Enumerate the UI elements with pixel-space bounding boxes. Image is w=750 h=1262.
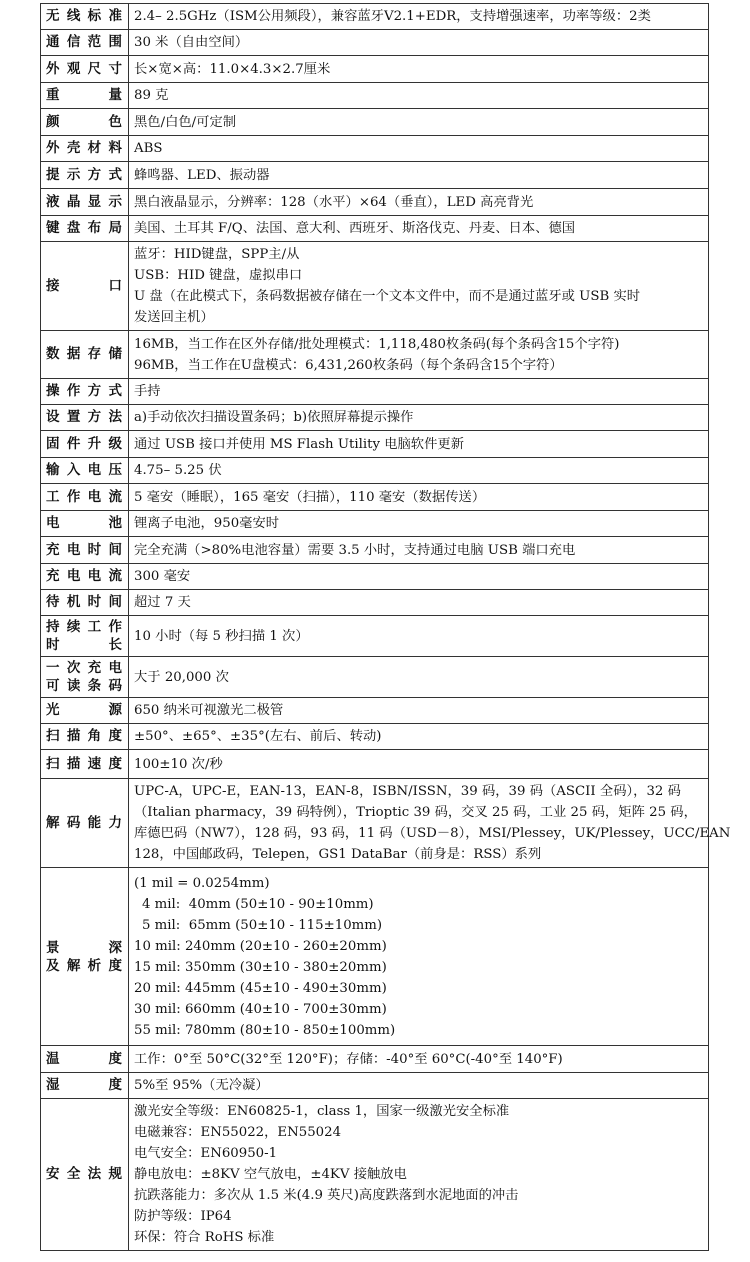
spec-label-line: 一次充电 (46, 660, 123, 676)
spec-value (129, 484, 709, 511)
spec-value (129, 779, 731, 868)
spec-value-line: 4 mil: 40mm (50±10 - 90±10mm) (142, 896, 374, 912)
spec-value-line: 5%至 95%（无冷凝） (134, 1078, 269, 1093)
spec-table (40, 3, 731, 1251)
spec-label: 液晶显示 (41, 189, 129, 216)
spec-row (41, 616, 709, 657)
spec-label-line: 可读条码 (46, 678, 123, 694)
spec-value (129, 379, 709, 405)
spec-label: 设置方法 (41, 405, 129, 431)
spec-row (41, 162, 709, 189)
spec-value (129, 868, 709, 1046)
spec-value-line: 长×宽×高：11.0×4.3×2.7厘米 (134, 61, 331, 77)
spec-value (129, 1073, 709, 1099)
spec-label: 湿 度 (41, 1073, 129, 1099)
spec-row (41, 431, 709, 458)
spec-label: 数据存储 (41, 331, 129, 379)
spec-row (41, 136, 709, 162)
spec-value-line: 黑白液晶显示，分辨率：128（水平）×64（垂直），LED 高亮背光 (134, 194, 534, 210)
spec-value (129, 109, 709, 136)
spec-row (41, 56, 709, 83)
spec-row (41, 242, 709, 331)
spec-value (129, 724, 709, 750)
spec-label (41, 657, 129, 698)
spec-label: 外壳材料 (41, 136, 129, 162)
spec-value (129, 30, 709, 56)
spec-value-line: 10 mil: 240mm (20±10 - 260±20mm) (134, 938, 387, 954)
spec-value (129, 458, 709, 484)
spec-row (41, 1046, 709, 1073)
spec-label: 颜 色 (41, 109, 129, 136)
spec-value (129, 750, 709, 779)
spec-label: 充电时间 (41, 537, 129, 564)
spec-value (129, 537, 709, 564)
spec-value-line: 激光安全等级：EN60825-1，class 1，国家一级激光安全标准 (134, 1104, 510, 1119)
spec-label (41, 868, 129, 1046)
spec-row (41, 30, 709, 56)
spec-value-line: 防护等级：IP64 (134, 1209, 232, 1224)
spec-row (41, 405, 709, 431)
spec-value-line: 抗跌落能力：多次从 1.5 米(4.9 英尺)高度跌落到水泥地面的冲击 (134, 1188, 519, 1203)
spec-value-line: 锂离子电池，950毫安时 (134, 516, 280, 531)
spec-label: 固件升级 (41, 431, 129, 458)
spec-value-line: 蓝牙：HID键盘，SPP主/从 (134, 247, 300, 262)
spec-value-line: (1 mil = 0.0254mm) (134, 875, 270, 891)
spec-label-line: 及解析度 (46, 957, 123, 974)
spec-row (41, 537, 709, 564)
spec-value-line: 10 小时（每 5 秒扫描 1 次） (134, 628, 309, 644)
spec-value-line: 30 mil: 660mm (40±10 - 700±30mm) (134, 1001, 387, 1017)
spec-label-line: 持续工作 (46, 619, 123, 635)
spec-value (129, 162, 709, 189)
spec-value-line: USB：HID 键盘，虚拟串口 (134, 268, 303, 283)
spec-value (129, 1099, 709, 1251)
spec-value (129, 431, 709, 458)
spec-row (41, 750, 709, 779)
spec-value (129, 657, 709, 698)
spec-row (41, 1073, 709, 1099)
spec-label: 重 量 (41, 83, 129, 109)
spec-value-line: 库德巴码（NW7），128 码，93 码，11 码（USD－8），MSI/Plessey，UK/Plessey，UCC/EAN (134, 826, 731, 841)
spec-row (41, 216, 709, 242)
spec-value-line: 16MB，当工作在区外存储/批处理模式：1,118,480枚条码(每个条码含15个字符) (134, 336, 620, 352)
spec-value-line: 发送回主机） (134, 310, 214, 325)
spec-value-line: U 盘（在此模式下，条码数据被存储在一个文本文件中，而不是通过蓝牙或 USB 实时 (134, 289, 641, 304)
spec-value-line: 128，中国邮政码，Telepen，GS1 DataBar（前身是：RSS）系列 (134, 847, 542, 862)
spec-value (129, 331, 709, 379)
spec-value-line: 20 mil: 445mm (45±10 - 490±30mm) (134, 980, 387, 996)
spec-row (41, 458, 709, 484)
spec-value-line: 通过 USB 接口并使用 MS Flash Utility 电脑软件更新 (134, 436, 464, 452)
spec-value-line: 美国、土耳其 F/Q、法国、意大利、西班牙、斯洛伐克、丹麦、日本、德国 (134, 221, 576, 236)
spec-row (41, 779, 709, 868)
spec-value-line: 环保：符合 RoHS 标准 (134, 1230, 275, 1245)
spec-value (129, 616, 709, 657)
spec-value (129, 590, 709, 616)
spec-value (129, 564, 709, 590)
spec-value-line: 手持 (134, 384, 161, 399)
spec-value (129, 216, 709, 242)
spec-value-line: 蜂鸣器、LED、振动器 (134, 167, 270, 183)
spec-row (41, 657, 709, 698)
spec-value (129, 83, 709, 109)
spec-label: 安全法规 (41, 1099, 129, 1251)
spec-row (41, 83, 709, 109)
spec-value (129, 189, 709, 216)
spec-value-line: 30 米（自由空间） (134, 35, 249, 50)
spec-label-line: 时 长 (46, 637, 123, 653)
spec-label: 外观尺寸 (41, 56, 129, 83)
spec-label: 通信范围 (41, 30, 129, 56)
spec-row (41, 4, 709, 30)
spec-row (41, 511, 709, 537)
spec-value (129, 698, 709, 724)
spec-value-line: 89 克 (134, 88, 169, 103)
spec-value-line: 电磁兼容：EN55022，EN55024 (134, 1125, 342, 1140)
spec-label (41, 616, 129, 657)
spec-label: 温 度 (41, 1046, 129, 1073)
spec-value-line: 55 mil: 780mm (80±10 - 850±100mm) (134, 1022, 396, 1038)
spec-label: 工作电流 (41, 484, 129, 511)
spec-label: 待机时间 (41, 590, 129, 616)
spec-value (129, 405, 709, 431)
spec-label: 操作方式 (41, 379, 129, 405)
spec-value-line: 4.75– 5.25 伏 (134, 463, 222, 478)
spec-label: 输入电压 (41, 458, 129, 484)
spec-label-line: 景 深 (46, 939, 123, 956)
spec-row (41, 1099, 709, 1251)
spec-value (129, 56, 709, 83)
spec-row (41, 724, 709, 750)
spec-value-line: 电气安全：EN60950-1 (134, 1146, 278, 1161)
spec-row (41, 564, 709, 590)
spec-label: 接 口 (41, 242, 129, 331)
spec-value-line: UPC-A，UPC-E，EAN-13，EAN-8，ISBN/ISSN，39 码，39 码（ASCII 全码），32 码 (134, 784, 681, 799)
spec-label: 扫描角度 (41, 724, 129, 750)
spec-value-line: 300 毫安 (134, 569, 191, 584)
spec-row (41, 189, 709, 216)
spec-value (129, 242, 709, 331)
spec-label: 电 池 (41, 511, 129, 537)
spec-value-line: ABS (134, 141, 163, 156)
spec-value-line: 5 毫安（睡眠），165 毫安（扫描），110 毫安（数据传送） (134, 489, 486, 505)
spec-table-body (41, 4, 731, 1251)
spec-label: 解码能力 (41, 779, 129, 868)
spec-label: 键盘布局 (41, 216, 129, 242)
spec-label: 提示方式 (41, 162, 129, 189)
spec-value-line: 工作：0°至 50°C(32°至 120°F)；存储：-40°至 60°C(-40°至 140°F) (134, 1051, 563, 1067)
spec-label: 扫描速度 (41, 750, 129, 779)
spec-value-line: 完全充满（>80%电池容量）需要 3.5 小时，支持通过电脑 USB 端口充电 (134, 542, 576, 558)
spec-row (41, 109, 709, 136)
spec-value-line: 650 纳米可视激光二极管 (134, 703, 284, 718)
spec-value-line: 超过 7 天 (134, 595, 191, 610)
spec-label: 光 源 (41, 698, 129, 724)
spec-value-line: （Italian pharmacy，39 码特例），Trioptic 39 码，交叉 25 码，工业 25 码，矩阵 25 码， (134, 805, 697, 820)
spec-label: 无线标准 (41, 4, 129, 30)
spec-label: 充电电流 (41, 564, 129, 590)
spec-value (129, 1046, 709, 1073)
spec-value-line: a)手动依次扫描设置条码；b)依照屏幕提示操作 (134, 410, 414, 425)
spec-row (41, 868, 709, 1046)
spec-value-line: 100±10 次/秒 (134, 756, 223, 772)
spec-value-line: 黑色/白色/可定制 (134, 114, 237, 130)
spec-value (129, 4, 709, 30)
spec-row (41, 590, 709, 616)
spec-row (41, 379, 709, 405)
spec-value-line: 大于 20,000 次 (134, 669, 229, 685)
spec-value (129, 136, 709, 162)
spec-value-line: 15 mil: 350mm (30±10 - 380±20mm) (134, 959, 387, 975)
spec-value (129, 511, 709, 537)
spec-value-line: 96MB，当工作在U盘模式：6,431,260枚条码（每个条码含15个字符） (134, 357, 563, 373)
spec-row (41, 331, 709, 379)
spec-value-line: 2.4– 2.5GHz（ISM公用频段），兼容蓝牙V2.1+EDR，支持增强速率，功率等级：2类 (134, 9, 651, 24)
spec-value-line: 5 mil: 65mm (50±10 - 115±10mm) (142, 917, 383, 933)
spec-value-line: ±50°、±65°、±35°(左右、前后、转动) (134, 729, 382, 744)
spec-value-line: 静电放电：±8KV 空气放电，±4KV 接触放电 (134, 1167, 407, 1182)
spec-row (41, 698, 709, 724)
spec-row (41, 484, 709, 511)
